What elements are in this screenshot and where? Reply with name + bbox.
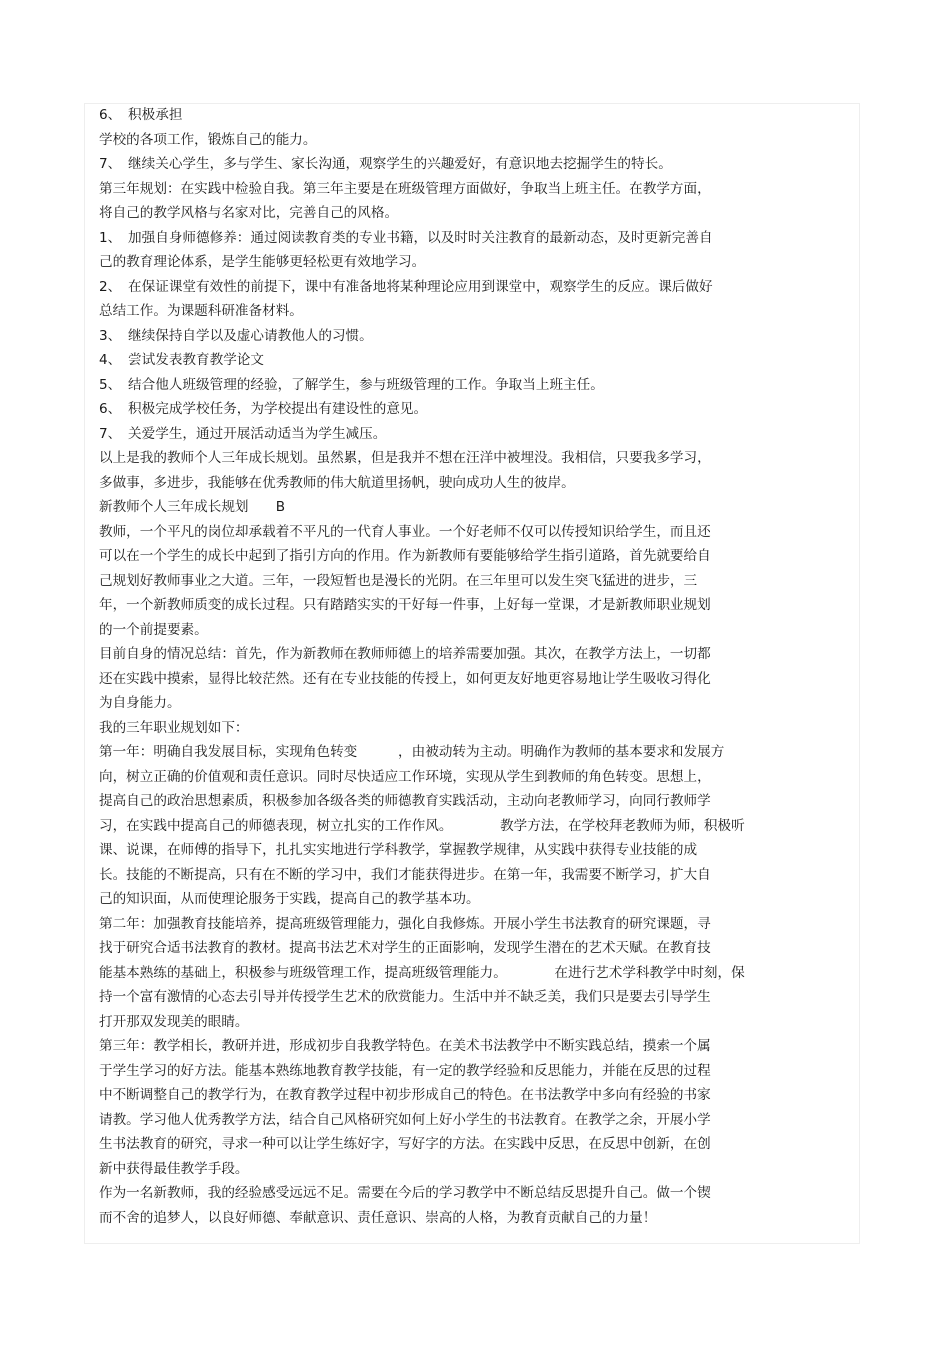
text-line: 5、 结合他人班级管理的经验，了解学生，参与班级管理的工作。争取当上班主任。 — [99, 376, 604, 393]
text-line: 7、 继续关心学生，多与学生、家长沟通，观察学生的兴趣爱好，有意识地去挖掘学生的特长。 — [99, 156, 672, 172]
document-body — [99, 103, 859, 1230]
text-line: 习，在实践中提高自己的师德表现，树立扎实的工作作风。 教学方法，在学校拜老教师为师，积极听 — [99, 817, 745, 834]
text-line: 持一个富有激情的心态去引导并传授学生艺术的欣赏能力。生活中并不缺乏美，我们只是要去引导学生 — [99, 989, 711, 1005]
text-line: 总结工作。为课题科研准备材料。 — [99, 303, 303, 319]
text-line: 第二年：加强教育技能培养，提高班级管理能力，强化自我修炼。开展小学生书法教育的研究课题，寻 — [99, 915, 711, 932]
text-line: 己规划好教师事业之大道。三年，一段短暂也是漫长的光阴。在三年里可以发生突飞猛进的进步，三 — [99, 572, 698, 589]
text-line: 己的知识面，从而使理论服务于实践，提高自己的教学基本功。 — [99, 891, 480, 907]
text-line: 己的教育理论体系，是学生能够更轻松更有效地学习。 — [99, 254, 426, 270]
text-line: 生书法教育的研究，寻求一种可以让学生练好字，写好字的方法。在实践中反思，在反思中创新，在创 — [99, 1136, 711, 1152]
text-line: 能基本熟练的基础上，积极参与班级管理工作，提高班级管理能力。 在进行艺术学科教学中时刻，保 — [99, 964, 745, 981]
text-line: 6、 积极承担 — [99, 107, 183, 123]
text-line: 第三年规划：在实践中检验自我。第三年主要是在班级管理方面做好，争取当上班主任。在教学方面， — [99, 180, 711, 197]
text-line: 教师，一个平凡的岗位却承载着不平凡的一代育人事业。一个好老师不仅可以传授知识给学生，而且还 — [99, 523, 711, 540]
text-line: 年，一个新教师质变的成长过程。只有踏踏实实的干好每一件事，上好每一堂课，才是新教师职业规划 — [99, 597, 711, 613]
text-line: 2、 在保证课堂有效性的前提下，课中有准备地将某种理论应用到课堂中，观察学生的反应。课后做好 — [99, 278, 713, 295]
text-line: 1、 加强自身师德修养：通过阅读教育类的专业书籍，以及时时关注教育的最新动态，及时更新完善自 — [99, 229, 713, 246]
text-line: 新中获得最佳教学手段。 — [99, 1160, 249, 1177]
text-line: 为自身能力。 — [99, 695, 181, 711]
text-line: 中不断调整自己的教学行为，在教育教学过程中初步形成自己的特色。在书法教学中多向有经验的书家 — [99, 1087, 711, 1103]
text-line: 于学生学习的好方法。能基本熟练地教育教学技能，有一定的教学经验和反思能力，并能在反思的过程 — [99, 1062, 711, 1079]
text-line: 第一年：明确自我发展目标，实现角色转变 ，由被动转为主动。明确作为教师的基本要求和发展方 — [99, 744, 725, 760]
text-line: 打开那双发现美的眼睛。 — [99, 1013, 249, 1030]
text-line: 长。技能的不断提高，只有在不断的学习中，我们才能获得进步。在第一年，我需要不断学习，扩大自 — [99, 866, 711, 883]
text-line: 还在实践中摸索，显得比较茫然。还有在专业技能的传授上，如何更友好地更容易地让学生吸收习得化 — [99, 670, 711, 687]
text-line: 提高自己的政治思想素质，积极参加各级各类的师德教育实践活动，主动向老教师学习，向同行教师学 — [99, 793, 711, 809]
text-line: 向，树立正确的价值观和责任意识。同时尽快适应工作环境，实现从学生到教师的角色转变。思想上， — [99, 768, 711, 785]
text-line: 我的三年职业规划如下： — [99, 719, 249, 736]
text-line: 找于研究合适书法教育的教材。提高书法艺术对学生的正面影响，发现学生潜在的艺术天赋。在教育技 — [99, 940, 711, 956]
text-line: 7、 关爱学生，通过开展活动适当为学生减压。 — [99, 425, 387, 442]
text-line: 第三年：教学相长，教研并进，形成初步自我教学特色。在美术书法教学中不断实践总结，摸索一个属 — [99, 1038, 711, 1054]
text-line: 可以在一个学生的成长中起到了指引方向的作用。作为新教师有要能够给学生指引道路，首先就要给自 — [99, 548, 711, 564]
text-line: 多做事，多进步，我能够在优秀教师的伟大航道里扬帆，驶向成功人生的彼岸。 — [99, 474, 575, 491]
text-line: 将自己的教学风格与名家对比，完善自己的风格。 — [99, 205, 399, 221]
text-line: 4、 尝试发表教育教学论文 — [99, 352, 264, 368]
text-line: 课、说课，在师傅的指导下，扎扎实实地进行学科教学，掌握教学规律，从实践中获得专业技能的成 — [99, 842, 698, 858]
text-line: 目前自身的情况总结：首先，作为新教师在教师师德上的培养需要加强。其次，在教学方法上，一切都 — [99, 646, 711, 662]
text-line: 请教。学习他人优秀教学方法，结合自己风格研究如何上好小学生的书法教育。在教学之余，开展小学 — [99, 1111, 711, 1128]
text-line: 以上是我的教师个人三年成长规划。虽然累，但是我并不想在汪洋中被埋没。我相信，只要我多学习， — [99, 450, 711, 466]
text-line: 学校的各项工作，锻炼自己的能力。 — [99, 131, 317, 148]
text-line: 3、 继续保持自学以及虚心请教他人的习惯。 — [99, 327, 373, 344]
text-line: 新教师个人三年成长规划 B — [99, 499, 286, 515]
text-line: 作为一名新教师，我的经验感受远远不足。需要在今后的学习教学中不断总结反思提升自己。做一个锲 — [99, 1185, 711, 1201]
text-line: 6、 积极完成学校任务，为学校提出有建设性的意见。 — [99, 401, 428, 417]
text-line: 而不舍的追梦人，以良好师德、奉献意识、责任意识、崇高的人格，为教育贡献自己的力量！ — [99, 1209, 657, 1226]
text-line: 的一个前提要素。 — [99, 621, 208, 638]
